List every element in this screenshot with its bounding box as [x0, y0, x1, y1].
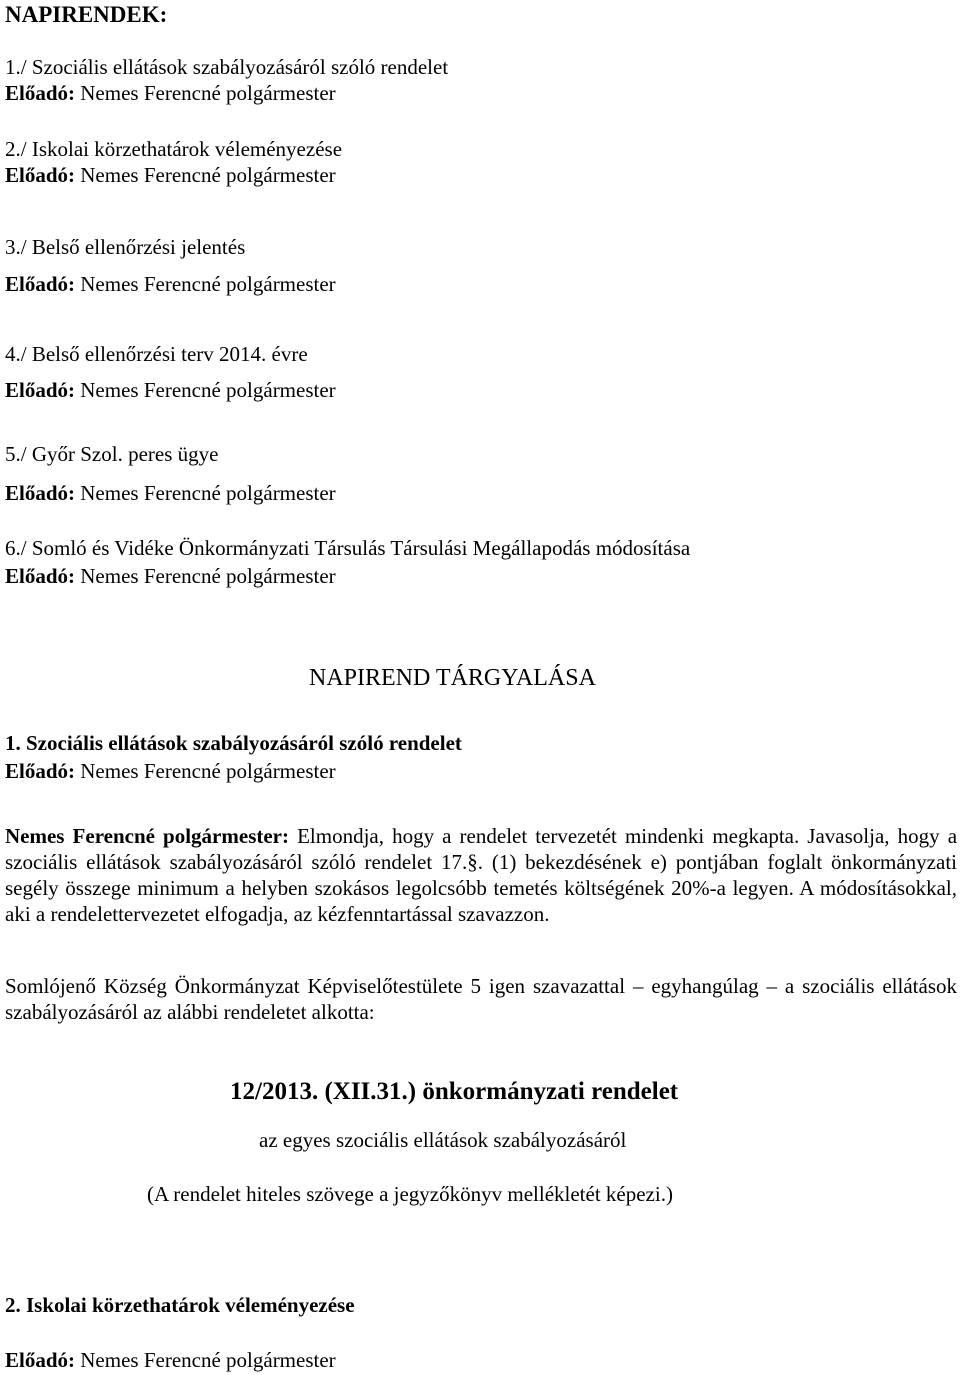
- speaker-name: Nemes Ferencné polgármester:: [5, 824, 289, 848]
- presenter-label: Előadó:: [5, 163, 76, 187]
- presenter-name: Nemes Ferencné polgármester: [80, 564, 336, 588]
- speech-paragraph: [5, 823, 957, 927]
- presenter-label: Előadó:: [5, 1348, 76, 1372]
- decree-subtitle: az egyes szociális ellátások szabályozásáról: [259, 1128, 627, 1152]
- agenda-item-2-title: 2./ Iskolai körzethatárok véleményezése: [5, 137, 343, 161]
- agenda-item-1-title: 1./ Szociális ellátások szabályozásáról szóló rendelet: [5, 55, 449, 79]
- discussion-heading: NAPIREND TÁRGYALÁSA: [309, 665, 596, 691]
- agenda-item-5-title: 5./ Győr Szol. peres ügye: [5, 442, 219, 466]
- discussion-item-2-title: 2. Iskolai körzethatárok véleményezése: [5, 1293, 355, 1317]
- presenter-name: Nemes Ferencné polgármester: [80, 1348, 336, 1372]
- discussion-item-1-presenter: [5, 758, 336, 784]
- agenda-item-2-presenter: [5, 162, 336, 188]
- presenter-label: Előadó:: [5, 759, 76, 783]
- decree-note: (A rendelet hiteles szövege a jegyzőkönyv mellékletét képezi.): [147, 1182, 673, 1206]
- agenda-item-4-presenter: [5, 377, 336, 403]
- page-title: NAPIRENDEK:: [5, 2, 168, 27]
- agenda-item-1-presenter: [5, 80, 336, 106]
- presenter-name: Nemes Ferencné polgármester: [80, 163, 336, 187]
- presenter-name: Nemes Ferencné polgármester: [80, 481, 336, 505]
- presenter-name: Nemes Ferencné polgármester: [80, 378, 336, 402]
- agenda-item-3-presenter: [5, 271, 336, 297]
- agenda-item-5-presenter: [5, 480, 336, 506]
- presenter-label: Előadó:: [5, 81, 76, 105]
- agenda-item-6-title: 6./ Somló és Vidéke Önkormányzati Társulás Társulási Megállapodás módosítása: [5, 536, 691, 560]
- vote-paragraph: Somlójenő Község Önkormányzat Képviselőtestülete 5 igen szavazattal – egyhangúlag – a szociális ellátások szabályozásáról az alábbi rendeletet alkotta:: [5, 974, 957, 1024]
- presenter-name: Nemes Ferencné polgármester: [80, 272, 336, 296]
- presenter-label: Előadó:: [5, 378, 76, 402]
- discussion-item-1-title: 1. Szociális ellátások szabályozásáról szóló rendelet: [5, 731, 462, 755]
- speech-text: Elmondja, hogy a rendelet tervezetét mindenki megkapta. Javasolja, hogy a szociális ellátások szabályozásáról szóló rendelet 17.§. (1) bekezdésének e) pontjában foglalt önkormányzati segély összege minimum a helyben szokásos legolcsóbb temetés költségének 20%-a legyen. A módosításokkal, aki a rendelettervezetet elfogadja, az kézfenntartással szavazzon.: [5, 824, 958, 926]
- discussion-item-2-presenter: [5, 1347, 336, 1373]
- presenter-name: Nemes Ferencné polgármester: [80, 759, 336, 783]
- presenter-label: Előadó:: [5, 481, 76, 505]
- presenter-name: Nemes Ferencné polgármester: [80, 81, 336, 105]
- agenda-item-4-title: 4./ Belső ellenőrzési terv 2014. évre: [5, 342, 308, 366]
- agenda-item-3-title: 3./ Belső ellenőrzési jelentés: [5, 235, 246, 259]
- presenter-label: Előadó:: [5, 564, 76, 588]
- presenter-label: Előadó:: [5, 272, 76, 296]
- decree-title: 12/2013. (XII.31.) önkormányzati rendelet: [230, 1078, 679, 1105]
- agenda-item-6-presenter: [5, 563, 336, 589]
